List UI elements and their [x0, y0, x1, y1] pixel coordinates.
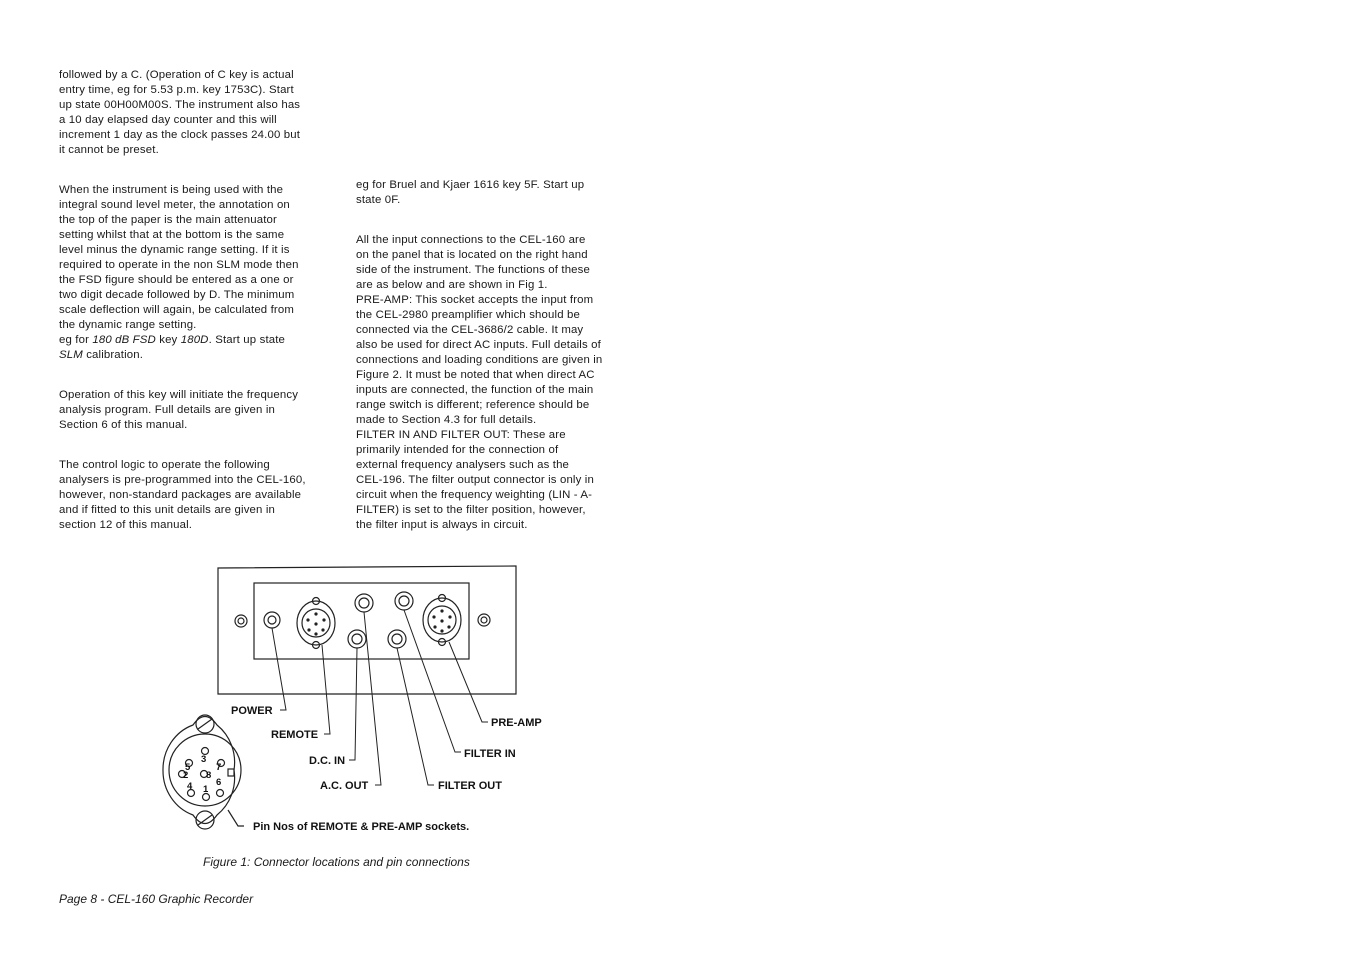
left-column-control-logic [59, 458, 334, 533]
pin-label: 2 [183, 770, 189, 781]
paragraph-connections: All the input connections to the CEL-160 are on the panel that is located on the right hand side of the instrument. The functions of these are as below and are shown in Fig 1. PRE-AMP: This socket accepts the input from the CEL-2980 preamplifier which should be connected via the CEL-3686/2 cable. It may also be used for direct AC inputs. Full details of connections and loading conditions are given in Figure 2. It must be noted that when direct AC inputs are connected, the function of the main range switch is different; reference should be made to Section 4.3 for full details. FILTER IN AND FILTER OUT: These are primarily intended for the connection of external frequency analysers such as the CEL-196. The filter output connector is only in circuit when the frequency weighting (LIN - A- FILTER) is set to the filter position, however, the filter input is always in circuit. [356, 234, 603, 531]
label-filter-in: FILTER IN [464, 748, 516, 760]
label-dc-in: D.C. IN [309, 755, 346, 767]
left-column-analysis [59, 388, 334, 433]
connector-figure [150, 555, 570, 845]
label-pin-nos: Pin Nos of REMOTE & PRE-AMP sockets. [253, 821, 470, 833]
left-column-fsd [59, 183, 334, 363]
paragraph-clock: followed by a C. (Operation of C key is actual entry time, eg for 5.53 p.m. key 1753C). Start up state 00H00M00S. The instrument also has a 10 day elapsed day counter and this will increment 1 day as the clock passes 24.00 but it cannot be preset. [59, 69, 301, 156]
pin-label: 1 [203, 784, 209, 795]
label-filter-out: FILTER OUT [438, 780, 502, 792]
paragraph-fsd: When the instrument is being used with the integral sound level meter, the annotation on the top of the paper is the main attenuator setting whilst that at the bottom is the same level minus the dynamic range setting. If it is required to operate in the non SLM mode then the FSD figure should be entered as a one or two digit decade followed by D. The minimum scale deflection will again, be calculated from the dynamic range setting. [59, 184, 299, 331]
page-footer: Page 8 - CEL-160 Graphic Recorder [59, 892, 254, 906]
pin-label: 7 [216, 762, 222, 773]
pin-label: 4 [187, 781, 193, 792]
pin-label: 3 [201, 754, 207, 765]
pin-label: 8 [206, 770, 212, 781]
figure-caption: Figure 1: Connector locations and pin connections [203, 855, 470, 869]
paragraph-bruel-kjaer: eg for Bruel and Kjaer 1616 key 5F. Start up state 0F. [356, 179, 585, 206]
pin-label: 6 [216, 777, 222, 788]
left-column [59, 68, 334, 158]
label-ac-out: A.C. OUT [320, 780, 369, 792]
paragraph-fsd-example: eg for 180 dB FSD key 180D. Start up state SLM calibration. [59, 334, 286, 361]
label-pre-amp: PRE-AMP [491, 717, 542, 729]
label-power: POWER [231, 705, 273, 717]
label-remote: REMOTE [271, 729, 319, 741]
right-column-connections [356, 233, 631, 533]
right-column-example [356, 178, 631, 208]
paragraph-analysis: Operation of this key will initiate the frequency analysis program. Full details are given in Section 6 of this manual. [59, 389, 299, 431]
pin-label: 5 [185, 762, 191, 773]
paragraph-control-logic: The control logic to operate the following analysers is pre-programmed into the CEL-160, however, non-standard packages are available and if fitted to this unit details are given in section 12 of this manual. [59, 459, 306, 531]
